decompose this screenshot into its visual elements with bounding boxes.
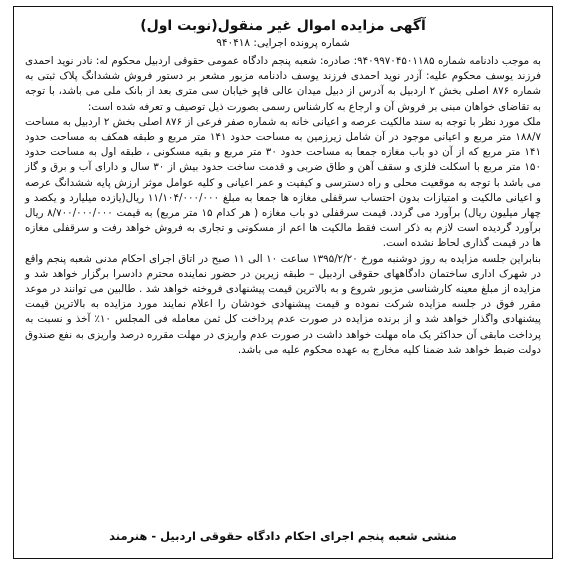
signature-line: منشی شعبه پنجم اجرای احکام دادگاه حقوقی اردبیل - هنرمند xyxy=(109,529,457,543)
notice-body xyxy=(25,54,541,358)
paragraph-auction-terms: بنابراین جلسه مزایده به روز دوشنبه مورخ ۱۳۹۵/۲/۲۰ ساعت ۱۰ الی ۱۱ صبح در اتاق اجرای احکام مدنی شعبه پنجم واقع در شهرک اداری ساختمان دادگاههای حقوقی اردبیل – طبقه زیرین در حضور نماینده محترم دادسرا برگزار خواهد شد و مزایده از مبلغ معینه کارشناسی مزبور شروع و به بالاترین قیمت پیشنهادی فروخته خواهد شد . طالبین می توانند در موعد مقرر فوق در جلسه مزایده شرکت نموده و قیمت پیشنهادی خودشان را اعلام نمایند مورد مزایده به بالاترین قیمت پیشنهادی واگذار خواهد شد و از برنده مزایده در صورت عدم پرداخت کل ثمن معامله فی المجلس ۱۰٪ آخذ و نسبت به پرداخت مابقی آن حداکثر یک ماه مهلت خواهد داشت در صورت عدم واریزی در مهلت مقرره درصد واریزی به نفع صندوق دولت ضبط خواهد شد ضمنا کلیه مخارج به عهده محکوم علیه می باشد. xyxy=(25,252,541,356)
file-number: شماره پرونده اجرایی: ۹۴۰۴۱۸ xyxy=(216,37,350,49)
paragraph-verdict: به موجب دادنامه شماره ۹۴۰۹۹۷۰۴۵۰۱۱۸۵: صادره: شعبه پنجم دادگاه عمومی حقوقی اردبیل محکوم له: نادر نوید احمدی فرزند یوسف محکوم علیه: آزدر نوید احمدی فرزند یوسف دادنامه مزبور مشعر بر دستور فروش ششدانگ پلاک ثبتی به شماره ۸۷۶ اصلی بخش ۲ اردبیل به آدرس از دبیل میدان عالی قاپو خیابان سی متری بعد از بانک ملی می باشد، با توجه به تقاضای خواهان مبنی بر فروش آن و ارجاع به کارشناس رسمی بصورت ذیل توصیف و تعرفه شده است: xyxy=(25,55,542,113)
paragraph-property-description: ملک مورد نظر با توجه به سند مالکیت عرصه و اعیانی خانه به شماره صفر فرعی از ۸۷۶ اصلی بخش ۲ اردبیل به مساحت ۱۸۸/۷ متر مربع و اعیانی موجود در آن شامل زیرزمین به مساحت حدود ۱۴۱ متر مربع و طبقه همکف به مساحت حدود ۱۴۱ متر مربع که از آن دو باب مغازه جمعا به مساحت حدود ۳۰ متر مربع و بقیه مسکونی ، طبقه اول به مساحت حدود ۱۵۰ متر مربع با اسکلت فلزی و سقف آهن و طاق ضربی و قدمت ساخت حدود بیش از ۳۰ سال و دارای آب و برق و گاز می باشد با توجه به موقعیت محلی و راه دسترسی و کیفیت و عمر اعیانی و کلیه عوامل موثر ارزش پایه ششدانگ عرصه و اعیانی مالکیت و امتیازات بدون احتساب سرقفلی مغازه ها جمعا به مبلغ ۱۱/۱۰۴/۰۰۰/۰۰۰ ریال(یازده میلیارد و یکصد و چهار میلیون ریال) برآورد می گردد. قیمت سرقفلی دو باب مغازه ( هر کدام ۱۵ متر مربع) به قیمت ۸/۷۰۰/۰۰۰/۰۰۰ ریال برآورد گردیده است لازم به ذکر است فقط مالکیت ها اعم از مسکونی و تجاری به فروش خواهد رفت و سرقفلی مغازه ها در قیمت گذاری لحاظ نشده است. xyxy=(25,115,541,250)
notice-title: آگهی مزایده اموال غیر منقول(نوبت اول) xyxy=(140,18,426,34)
auction-notice xyxy=(13,6,553,559)
